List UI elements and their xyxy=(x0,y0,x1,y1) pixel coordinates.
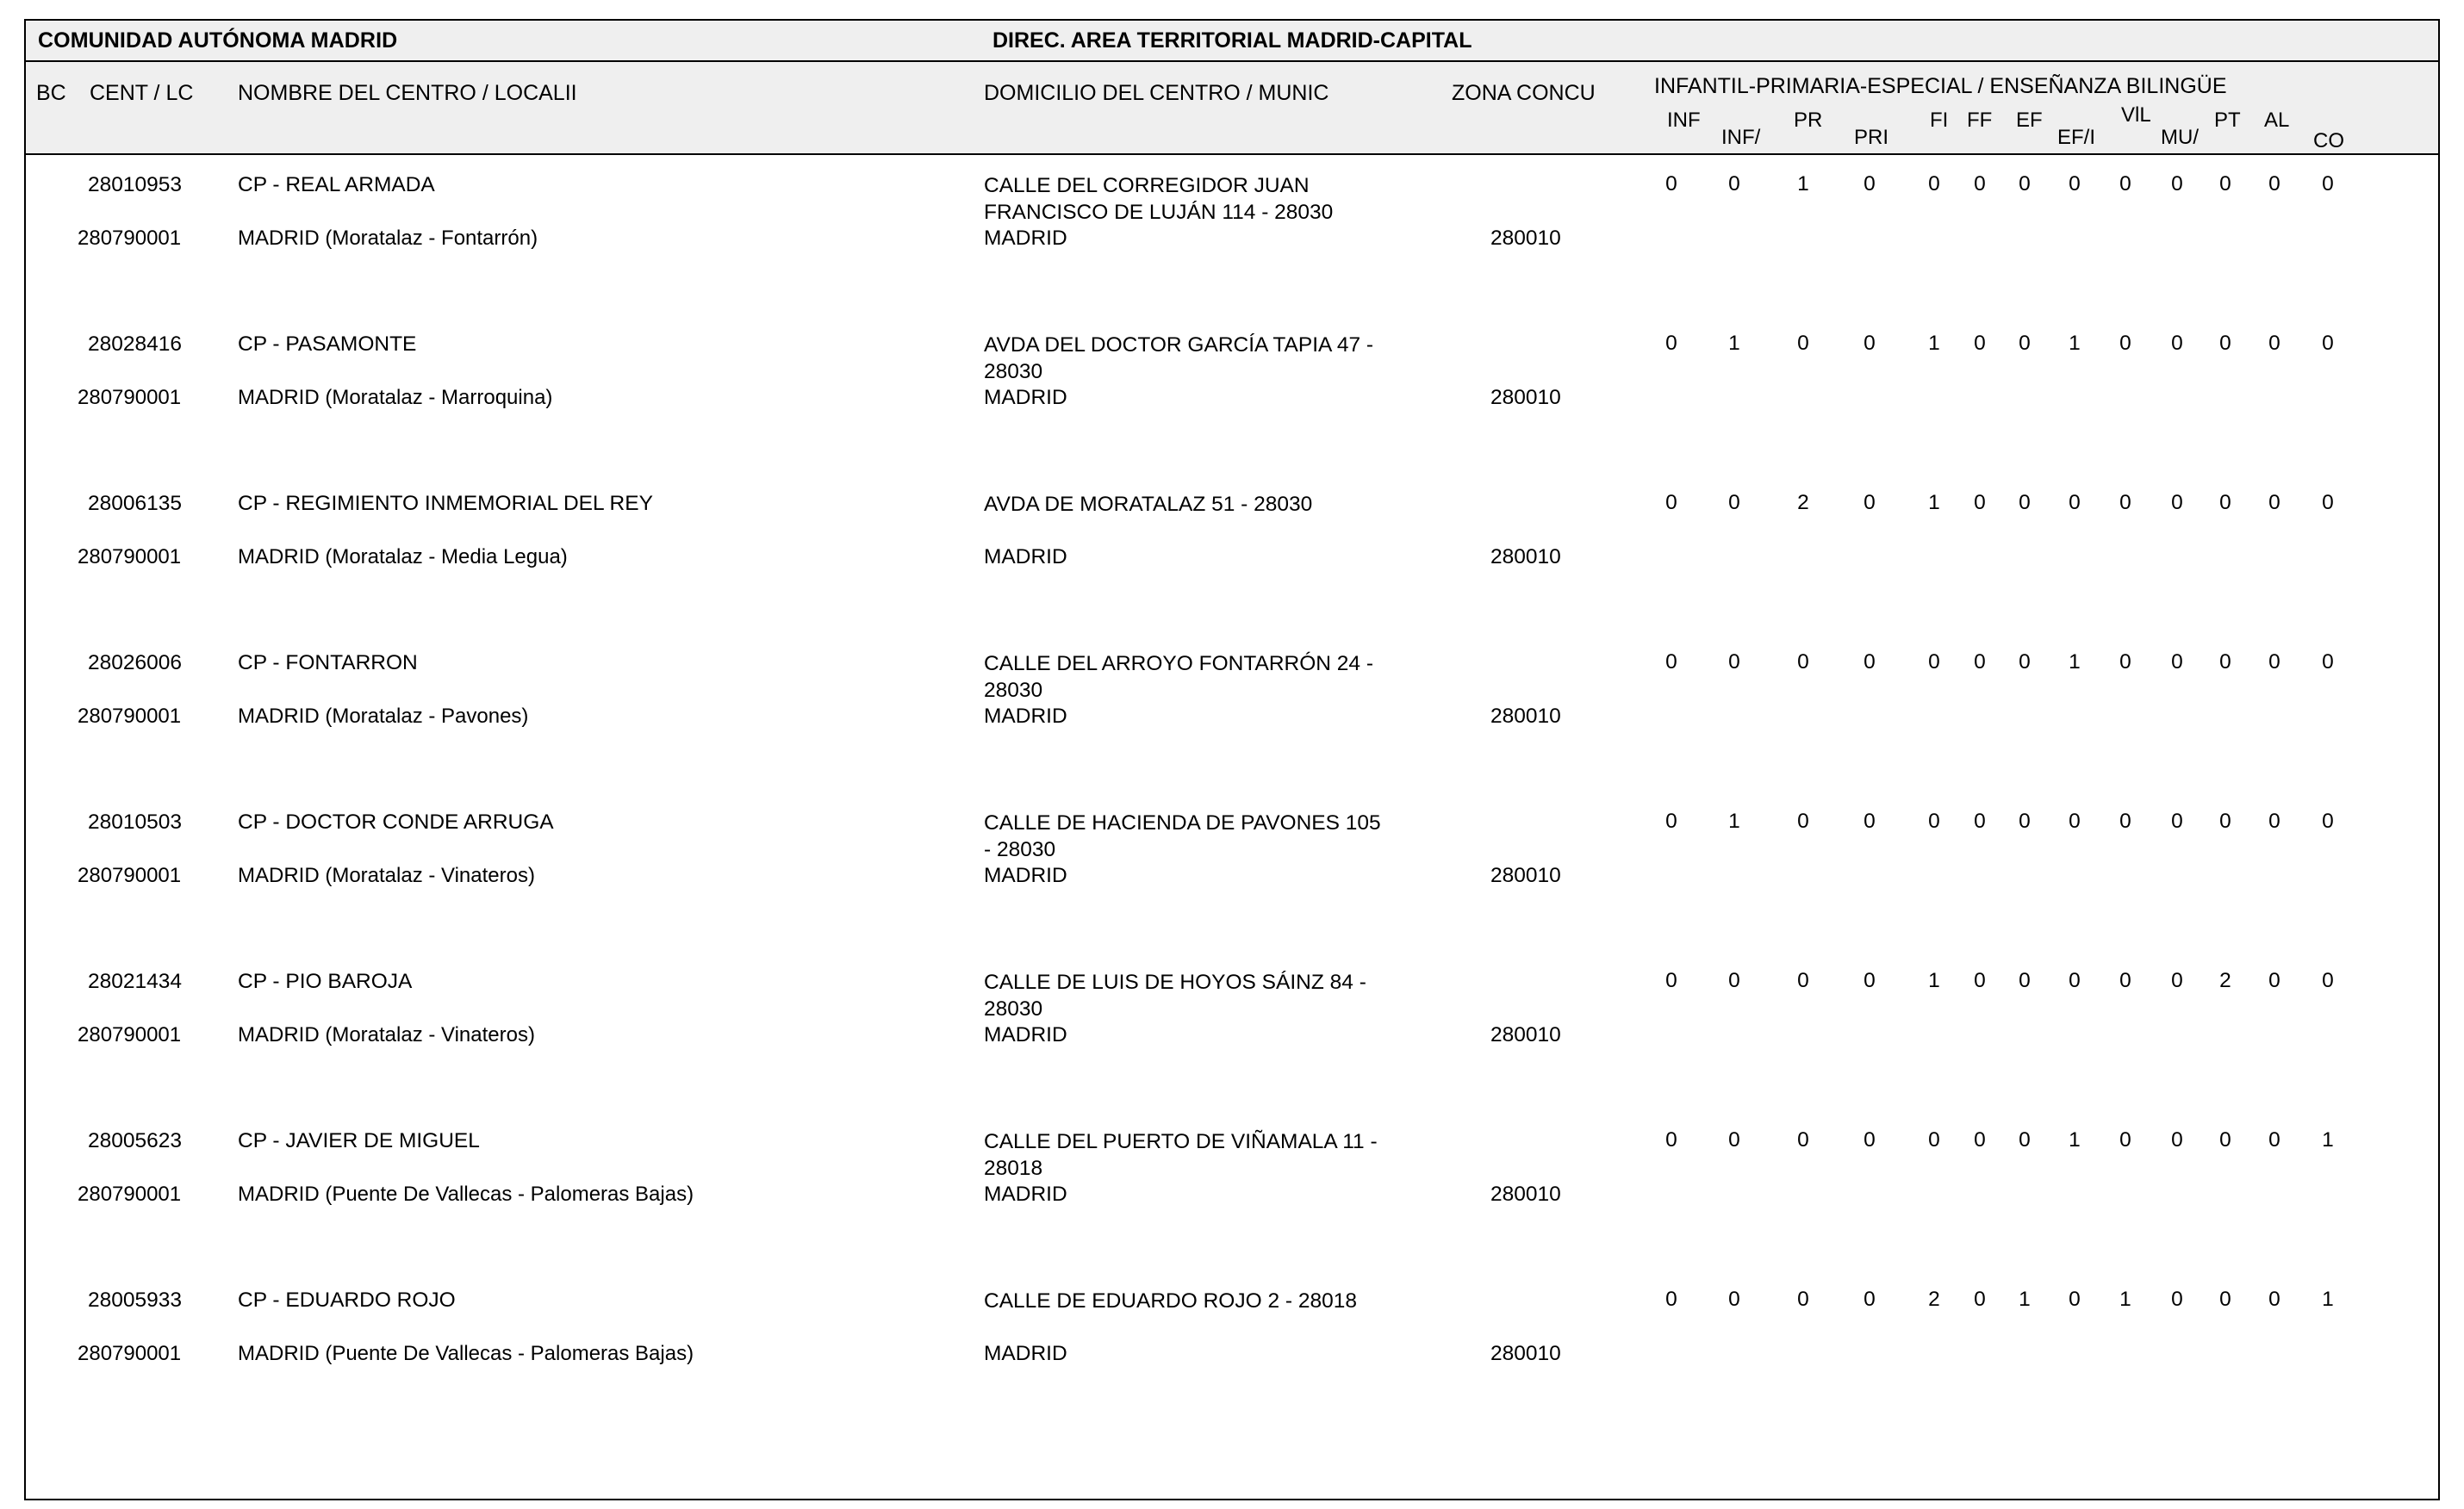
row-value-9: 0 xyxy=(2171,491,2183,514)
row-value-6: 0 xyxy=(2019,810,2031,833)
row-value-7: 0 xyxy=(2069,1288,2081,1311)
row-value-2: 0 xyxy=(1797,332,1809,355)
row-address: AVDA DE MORATALAZ 51 - 28030 xyxy=(984,493,1313,516)
row-value-4: 0 xyxy=(1928,172,1940,196)
row-value-4: 0 xyxy=(1928,1128,1940,1152)
header-col-10: PT xyxy=(2214,109,2241,132)
row-city: MADRID xyxy=(984,386,1067,409)
row-value-0: 0 xyxy=(1665,1288,1677,1311)
row-value-4: 1 xyxy=(1928,969,1940,992)
header-nombre: NOMBRE DEL CENTRO / LOCALII xyxy=(238,81,577,105)
row-address: CALLE DE EDUARDO ROJO 2 - 28018 xyxy=(984,1289,1357,1313)
row-value-9: 0 xyxy=(2171,650,2183,674)
row-value-5: 0 xyxy=(1974,1128,1986,1152)
row-value-9: 0 xyxy=(2171,1128,2183,1152)
header-col-4: FI xyxy=(1930,109,1949,132)
row-value-12: 0 xyxy=(2322,332,2334,355)
row-value-1: 0 xyxy=(1728,491,1740,514)
row-value-10: 0 xyxy=(2219,332,2231,355)
row-address: CALLE DEL CORREGIDOR JUAN FRANCISCO DE LUJÁN 114 - 28030 xyxy=(984,174,1334,224)
row-value-0: 0 xyxy=(1665,332,1677,355)
row-value-3: 0 xyxy=(1864,1128,1876,1152)
row-value-4: 2 xyxy=(1928,1288,1940,1311)
table-body xyxy=(26,155,2438,1499)
header-col-3: PRI xyxy=(1854,126,1889,149)
row-locality-code: 280790001 xyxy=(78,705,182,728)
row-center-code: 28006135 xyxy=(88,492,183,515)
row-value-7: 0 xyxy=(2069,491,2081,514)
report-banner xyxy=(26,21,2438,62)
row-city: MADRID xyxy=(984,545,1067,568)
row-locality-code: 280790001 xyxy=(78,227,182,250)
row-value-9: 0 xyxy=(2171,332,2183,355)
row-center-name: CP - DOCTOR CONDE ARRUGA xyxy=(238,810,554,834)
row-value-3: 0 xyxy=(1864,1288,1876,1311)
row-value-4: 0 xyxy=(1928,810,1940,833)
row-value-0: 0 xyxy=(1665,172,1677,196)
row-value-2: 1 xyxy=(1797,172,1809,196)
row-locality-name: MADRID (Moratalaz - Fontarrón) xyxy=(238,227,538,250)
row-value-3: 0 xyxy=(1864,969,1876,992)
row-value-11: 0 xyxy=(2268,1128,2280,1152)
row-value-12: 1 xyxy=(2322,1288,2334,1311)
row-value-11: 0 xyxy=(2268,1288,2280,1311)
row-value-5: 0 xyxy=(1974,1288,1986,1311)
table-row xyxy=(26,155,2438,314)
row-value-8: 0 xyxy=(2119,491,2131,514)
row-zona: 280010 xyxy=(1490,227,1561,250)
header-col-0: INF xyxy=(1667,109,1701,132)
table-row xyxy=(26,633,2438,792)
row-center-name: CP - JAVIER DE MIGUEL xyxy=(238,1129,480,1152)
row-value-11: 0 xyxy=(2268,332,2280,355)
row-value-8: 0 xyxy=(2119,969,2131,992)
header-group-bilingue: INFANTIL-PRIMARIA-ESPECIAL / ENSEÑANZA BILINGÜE xyxy=(1654,74,2227,98)
row-zona: 280010 xyxy=(1490,386,1561,409)
header-col-12: CO xyxy=(2313,129,2344,152)
row-value-2: 0 xyxy=(1797,650,1809,674)
row-value-4: 1 xyxy=(1928,332,1940,355)
row-locality-name: MADRID (Moratalaz - Pavones) xyxy=(238,705,529,728)
row-value-7: 1 xyxy=(2069,650,2081,674)
row-value-2: 0 xyxy=(1797,1288,1809,1311)
row-value-10: 0 xyxy=(2219,491,2231,514)
row-value-8: 0 xyxy=(2119,1128,2131,1152)
row-address: CALLE DEL ARROYO FONTARRÓN 24 - 28030 xyxy=(984,652,1373,702)
row-value-2: 0 xyxy=(1797,810,1809,833)
row-value-12: 1 xyxy=(2322,1128,2334,1152)
row-center-name: CP - FONTARRON xyxy=(238,651,418,674)
row-value-1: 0 xyxy=(1728,1288,1740,1311)
column-header-row xyxy=(26,62,2438,155)
row-value-6: 0 xyxy=(2019,1128,2031,1152)
header-col-11: AL xyxy=(2264,109,2290,132)
table-row xyxy=(26,1111,2438,1270)
row-center-code: 28005933 xyxy=(88,1289,183,1312)
row-value-8: 0 xyxy=(2119,332,2131,355)
row-value-12: 0 xyxy=(2322,810,2334,833)
row-locality-code: 280790001 xyxy=(78,1342,182,1365)
table-row xyxy=(26,314,2438,474)
row-value-4: 0 xyxy=(1928,650,1940,674)
row-locality-name: MADRID (Puente De Vallecas - Palomeras Bajas) xyxy=(238,1342,694,1365)
row-value-10: 0 xyxy=(2219,1288,2231,1311)
row-city: MADRID xyxy=(984,705,1067,728)
row-value-2: 0 xyxy=(1797,1128,1809,1152)
row-value-11: 0 xyxy=(2268,491,2280,514)
row-value-2: 2 xyxy=(1797,491,1809,514)
table-row xyxy=(26,474,2438,633)
row-zona: 280010 xyxy=(1490,864,1561,887)
row-value-3: 0 xyxy=(1864,650,1876,674)
row-value-3: 0 xyxy=(1864,332,1876,355)
row-value-5: 0 xyxy=(1974,810,1986,833)
row-locality-name: MADRID (Moratalaz - Vinateros) xyxy=(238,1023,535,1046)
row-value-12: 0 xyxy=(2322,491,2334,514)
row-value-5: 0 xyxy=(1974,650,1986,674)
row-value-8: 0 xyxy=(2119,810,2131,833)
report-table xyxy=(24,19,2440,1500)
row-value-1: 1 xyxy=(1728,332,1740,355)
row-value-0: 0 xyxy=(1665,491,1677,514)
row-value-9: 0 xyxy=(2171,172,2183,196)
row-value-10: 0 xyxy=(2219,1128,2231,1152)
row-zona: 280010 xyxy=(1490,1183,1561,1206)
row-address: CALLE DEL PUERTO DE VIÑAMALA 11 - 28018 xyxy=(984,1130,1378,1180)
row-center-name: CP - REGIMIENTO INMEMORIAL DEL REY xyxy=(238,492,653,515)
row-locality-name: MADRID (Puente De Vallecas - Palomeras Bajas) xyxy=(238,1183,694,1206)
table-row xyxy=(26,1270,2438,1430)
row-locality-code: 280790001 xyxy=(78,864,182,887)
row-value-12: 0 xyxy=(2322,650,2334,674)
header-domicilio: DOMICILIO DEL CENTRO / MUNIC xyxy=(984,81,1329,105)
row-value-8: 0 xyxy=(2119,650,2131,674)
row-center-name: CP - PASAMONTE xyxy=(238,332,417,356)
row-value-6: 0 xyxy=(2019,172,2031,196)
row-value-5: 0 xyxy=(1974,332,1986,355)
row-value-5: 0 xyxy=(1974,172,1986,196)
row-value-3: 0 xyxy=(1864,810,1876,833)
header-col-7: EF/I xyxy=(2057,126,2096,149)
row-value-1: 0 xyxy=(1728,969,1740,992)
row-city: MADRID xyxy=(984,1023,1067,1046)
row-value-7: 0 xyxy=(2069,810,2081,833)
row-value-3: 0 xyxy=(1864,172,1876,196)
row-value-11: 0 xyxy=(2268,650,2280,674)
row-address: CALLE DE LUIS DE HOYOS SÁINZ 84 - 28030 xyxy=(984,971,1366,1021)
row-zona: 280010 xyxy=(1490,705,1561,728)
row-value-5: 0 xyxy=(1974,491,1986,514)
row-center-code: 28026006 xyxy=(88,651,183,674)
row-value-9: 0 xyxy=(2171,969,2183,992)
header-col-5: FF xyxy=(1967,109,1993,132)
header-col-9: MU/ xyxy=(2161,126,2199,149)
row-zona: 280010 xyxy=(1490,1023,1561,1046)
row-value-6: 0 xyxy=(2019,969,2031,992)
row-center-code: 28021434 xyxy=(88,970,183,993)
header-col-1: INF/ xyxy=(1721,126,1761,149)
row-value-1: 0 xyxy=(1728,172,1740,196)
header-col-8: VlL xyxy=(2121,103,2151,127)
row-city: MADRID xyxy=(984,227,1067,250)
row-value-7: 1 xyxy=(2069,332,2081,355)
row-value-10: 0 xyxy=(2219,810,2231,833)
row-city: MADRID xyxy=(984,864,1067,887)
row-locality-code: 280790001 xyxy=(78,1023,182,1046)
table-row xyxy=(26,952,2438,1111)
row-value-10: 0 xyxy=(2219,172,2231,196)
row-value-0: 0 xyxy=(1665,1128,1677,1152)
row-value-6: 0 xyxy=(2019,650,2031,674)
row-locality-name: MADRID (Moratalaz - Media Legua) xyxy=(238,545,568,568)
row-center-code: 28005623 xyxy=(88,1129,183,1152)
row-locality-code: 280790001 xyxy=(78,545,182,568)
row-locality-code: 280790001 xyxy=(78,1183,182,1206)
row-locality-code: 280790001 xyxy=(78,386,182,409)
row-value-5: 0 xyxy=(1974,969,1986,992)
row-value-8: 0 xyxy=(2119,172,2131,196)
row-value-8: 1 xyxy=(2119,1288,2131,1311)
row-value-1: 1 xyxy=(1728,810,1740,833)
row-value-7: 1 xyxy=(2069,1128,2081,1152)
row-value-4: 1 xyxy=(1928,491,1940,514)
row-value-3: 0 xyxy=(1864,491,1876,514)
row-value-10: 0 xyxy=(2219,650,2231,674)
header-cent-loc: CENT / LC xyxy=(90,81,194,105)
row-zona: 280010 xyxy=(1490,545,1561,568)
row-value-0: 0 xyxy=(1665,650,1677,674)
row-center-code: 28010953 xyxy=(88,173,183,196)
row-address: AVDA DEL DOCTOR GARCÍA TAPIA 47 - 28030 xyxy=(984,333,1374,383)
row-address: CALLE DE HACIENDA DE PAVONES 105 - 28030 xyxy=(984,811,1381,861)
banner-area-label: DIREC. AREA TERRITORIAL MADRID-CAPITAL xyxy=(992,28,1472,53)
row-value-11: 0 xyxy=(2268,969,2280,992)
table-row xyxy=(26,792,2438,952)
row-value-6: 0 xyxy=(2019,332,2031,355)
row-center-name: CP - REAL ARMADA xyxy=(238,173,435,196)
row-value-1: 0 xyxy=(1728,650,1740,674)
row-value-11: 0 xyxy=(2268,172,2280,196)
row-value-11: 0 xyxy=(2268,810,2280,833)
row-locality-name: MADRID (Moratalaz - Vinateros) xyxy=(238,864,535,887)
row-value-9: 0 xyxy=(2171,1288,2183,1311)
header-bc: BC xyxy=(36,81,66,105)
row-locality-name: MADRID (Moratalaz - Marroquina) xyxy=(238,386,553,409)
row-value-7: 0 xyxy=(2069,172,2081,196)
row-center-name: CP - EDUARDO ROJO xyxy=(238,1289,456,1312)
row-center-code: 28010503 xyxy=(88,810,183,834)
row-value-6: 0 xyxy=(2019,491,2031,514)
row-value-10: 2 xyxy=(2219,969,2231,992)
row-center-name: CP - PIO BAROJA xyxy=(238,970,413,993)
row-value-6: 1 xyxy=(2019,1288,2031,1311)
row-value-2: 0 xyxy=(1797,969,1809,992)
row-value-0: 0 xyxy=(1665,969,1677,992)
row-zona: 280010 xyxy=(1490,1342,1561,1365)
header-zona: ZONA CONCU xyxy=(1452,81,1596,105)
banner-region-label: COMUNIDAD AUTÓNOMA MADRID xyxy=(38,28,398,53)
row-value-9: 0 xyxy=(2171,810,2183,833)
row-value-0: 0 xyxy=(1665,810,1677,833)
row-value-7: 0 xyxy=(2069,969,2081,992)
row-city: MADRID xyxy=(984,1342,1067,1365)
row-city: MADRID xyxy=(984,1183,1067,1206)
header-col-6: EF xyxy=(2016,109,2043,132)
row-value-12: 0 xyxy=(2322,172,2334,196)
header-col-2: PR xyxy=(1794,109,1823,132)
row-value-12: 0 xyxy=(2322,969,2334,992)
row-value-1: 0 xyxy=(1728,1128,1740,1152)
row-center-code: 28028416 xyxy=(88,332,183,356)
